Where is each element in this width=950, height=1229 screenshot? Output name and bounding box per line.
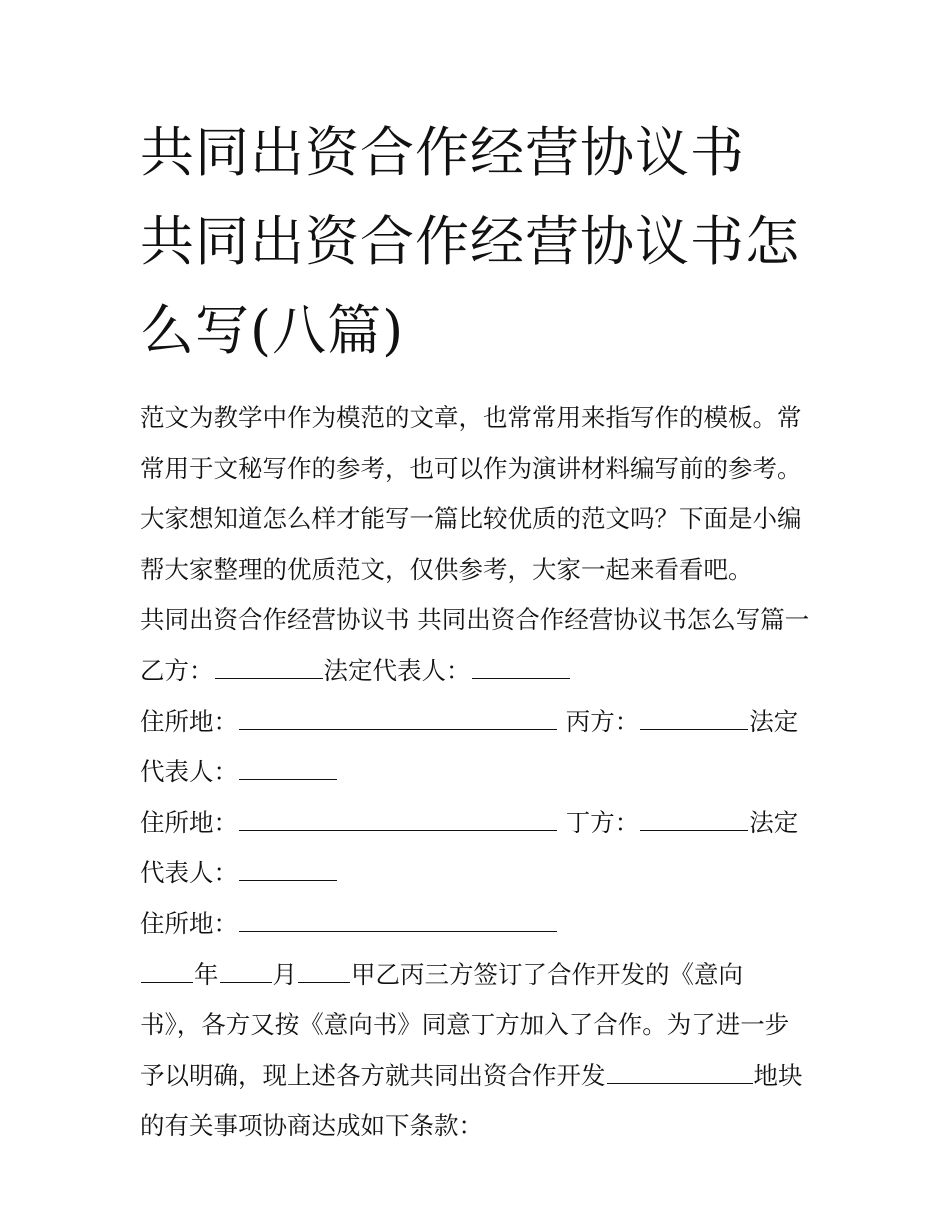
- party-c-legal-rep-line: [140, 747, 815, 798]
- party-b-label: 乙方：: [140, 655, 214, 685]
- document-page: [140, 108, 815, 1152]
- year-blank: [141, 962, 193, 983]
- party-b-address-line: [140, 697, 815, 748]
- document-title: 共同出资合作经营协议书 共同出资合作经营协议书怎么写(八篇): [140, 121, 800, 362]
- day-blank: [298, 962, 350, 983]
- party-c-label: 丙方：: [565, 706, 640, 736]
- year-label: 年: [194, 959, 219, 989]
- intro-paragraph: 范文为教学中作为模范的文章，也常常用来指写作的模板。常常用于文秘写作的参考，也可以作为演讲材料编写前的参考。大家想知道怎么样才能写一篇比较优质的范文吗？下面是小编帮大家整理的优质范文，仅供参考，大家一起来看看吧。: [140, 403, 802, 584]
- party-d-legal-rep-label-a: 法定: [749, 807, 799, 837]
- party-b-address-label: 住所地：: [140, 706, 238, 736]
- agreement-text-4: 地块: [753, 1060, 803, 1090]
- party-d-address-line: [140, 899, 815, 950]
- party-c-address-blank: [239, 810, 557, 831]
- party-b-legal-rep-label: 法定代表人：: [323, 655, 471, 685]
- section-heading: [140, 595, 815, 696]
- party-d-address-blank: [239, 911, 557, 932]
- agreement-line-3: [140, 1051, 815, 1102]
- plot-blank: [607, 1063, 753, 1084]
- agreement-line-4: [140, 1101, 815, 1152]
- party-d-legal-rep-blank: [239, 860, 337, 881]
- party-d-blank: [640, 810, 748, 831]
- party-d-address-label: 住所地：: [140, 908, 238, 938]
- month-label: 月: [272, 959, 297, 989]
- party-c-legal-rep-label-b: 代表人：: [140, 757, 238, 787]
- party-c-address-label: 住所地：: [140, 807, 238, 837]
- party-d-label: 丁方：: [565, 807, 640, 837]
- party-b-address-blank: [239, 709, 557, 730]
- month-blank: [220, 962, 272, 983]
- agreement-text-3: 予以明确，现上述各方就共同出资合作开发: [140, 1060, 606, 1090]
- section-heading-text: 共同出资合作经营协议书 共同出资合作经营协议书怎么写篇一: [140, 605, 810, 635]
- agreement-text-5: 的有关事项协商达成如下条款：: [140, 1111, 483, 1141]
- party-c-legal-rep-blank: [239, 759, 337, 780]
- party-d-legal-rep-label-b: 代表人：: [140, 858, 238, 888]
- party-c-legal-rep-label-a: 法定: [749, 706, 799, 736]
- agreement-text-1: 甲乙丙三方签订了合作开发的《意向: [351, 959, 743, 989]
- party-c-address-line: [140, 798, 815, 849]
- party-d-legal-rep-line: [140, 848, 815, 899]
- agreement-line-2: [140, 1000, 815, 1051]
- document-body: [140, 393, 815, 1152]
- party-b-blank: [215, 658, 323, 679]
- party-b-legal-rep-blank: [472, 658, 570, 679]
- party-c-blank: [640, 709, 748, 730]
- agreement-line-1: [140, 950, 815, 1001]
- agreement-text-2: 书》，各方又按《意向书》同意丁方加入了合作。为了进一步: [140, 1010, 790, 1040]
